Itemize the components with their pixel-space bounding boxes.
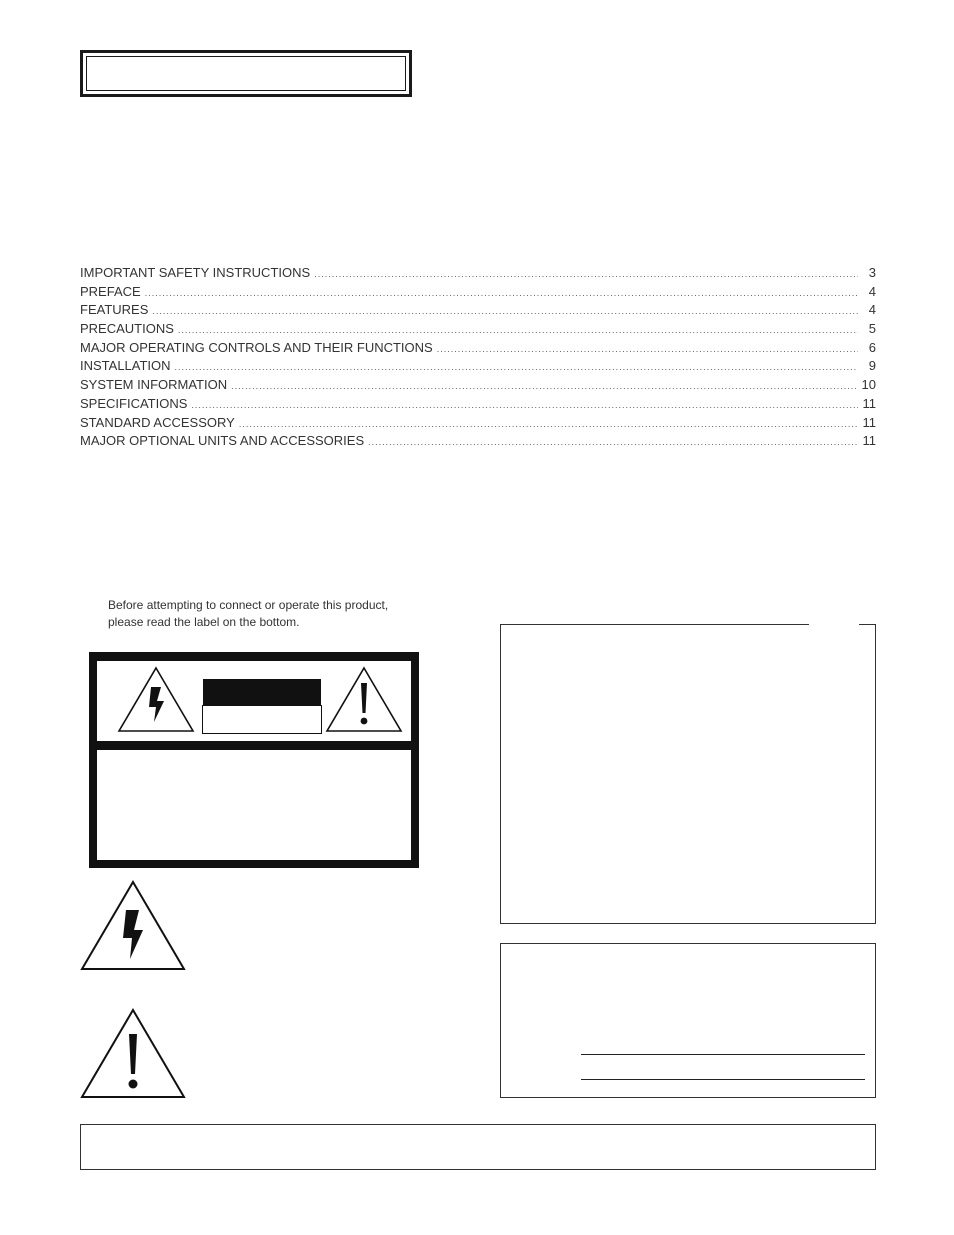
toc-row <box>80 320 876 339</box>
caution-subheader-box <box>202 705 322 734</box>
toc-page: 3 <box>868 265 876 280</box>
toc-row <box>80 414 876 433</box>
title-box-inner-border <box>86 56 406 91</box>
toc-title: PREFACE <box>80 283 141 299</box>
toc-page: 11 <box>862 414 876 430</box>
toc-row <box>80 339 876 358</box>
record-panel <box>500 943 876 1098</box>
toc-row <box>80 376 876 395</box>
toc-title: MAJOR OPERATING CONTROLS AND THEIR FUNCTIONS <box>80 339 433 355</box>
caution-label-top-panel <box>97 661 411 741</box>
toc-leader-dots <box>175 358 858 377</box>
toc-leader-dots <box>152 302 858 321</box>
toc-leader-dots <box>191 396 858 415</box>
lightning-bolt-triangle-icon <box>117 665 195 733</box>
toc-page: 9 <box>868 358 876 374</box>
toc-row <box>80 395 876 414</box>
toc-row <box>80 301 876 320</box>
toc-leader-dots <box>145 284 858 303</box>
toc-page: 11 <box>862 433 876 449</box>
lightning-bolt-triangle-icon <box>80 880 186 972</box>
exclamation-triangle-icon <box>80 1008 186 1100</box>
toc-row <box>80 432 876 451</box>
toc-leader-dots <box>368 433 858 452</box>
toc-title: SPECIFICATIONS <box>80 395 188 411</box>
warning-panel <box>500 624 876 924</box>
toc-row <box>80 264 876 283</box>
toc-leader-dots <box>178 321 858 340</box>
serial-number-line <box>581 1079 865 1080</box>
toc-title: PRECAUTIONS <box>80 321 174 337</box>
toc-page: 10 <box>861 377 876 393</box>
toc-title: STANDARD ACCESSORY <box>80 414 235 430</box>
toc-page: 5 <box>868 321 876 337</box>
toc-page: 4 <box>868 283 876 299</box>
notice-line: please read the label on the bottom. <box>108 615 300 629</box>
toc-row <box>80 357 876 376</box>
toc-leader-dots <box>239 415 858 434</box>
panel-border-gap <box>809 623 859 627</box>
toc-leader-dots <box>437 340 858 359</box>
toc-title: FEATURES <box>80 302 149 318</box>
toc-title: SYSTEM INFORMATION <box>80 377 228 393</box>
toc-title: MAJOR OPTIONAL UNITS AND ACCESSORIES <box>80 433 365 449</box>
title-box <box>80 50 412 97</box>
bottom-notice-box <box>80 1124 876 1170</box>
read-label-notice <box>108 597 448 631</box>
toc-page: 11 <box>862 395 876 411</box>
caution-header-bar <box>203 679 321 705</box>
exclamation-triangle-icon <box>325 665 403 733</box>
toc-page: 6 <box>868 339 876 355</box>
notice-line: Before attempting to connect or operate this product, <box>108 598 389 612</box>
toc-leader-dots <box>231 377 857 396</box>
toc-row <box>80 283 876 302</box>
caution-label-text-panel <box>97 750 411 860</box>
toc-page: 4 <box>868 302 876 318</box>
caution-label <box>89 652 419 868</box>
table-of-contents <box>80 264 876 451</box>
toc-title: INSTALLATION <box>80 358 171 374</box>
model-number-line <box>581 1054 865 1055</box>
toc-title: IMPORTANT SAFETY INSTRUCTIONS <box>80 265 311 280</box>
toc-leader-dots <box>314 265 858 284</box>
